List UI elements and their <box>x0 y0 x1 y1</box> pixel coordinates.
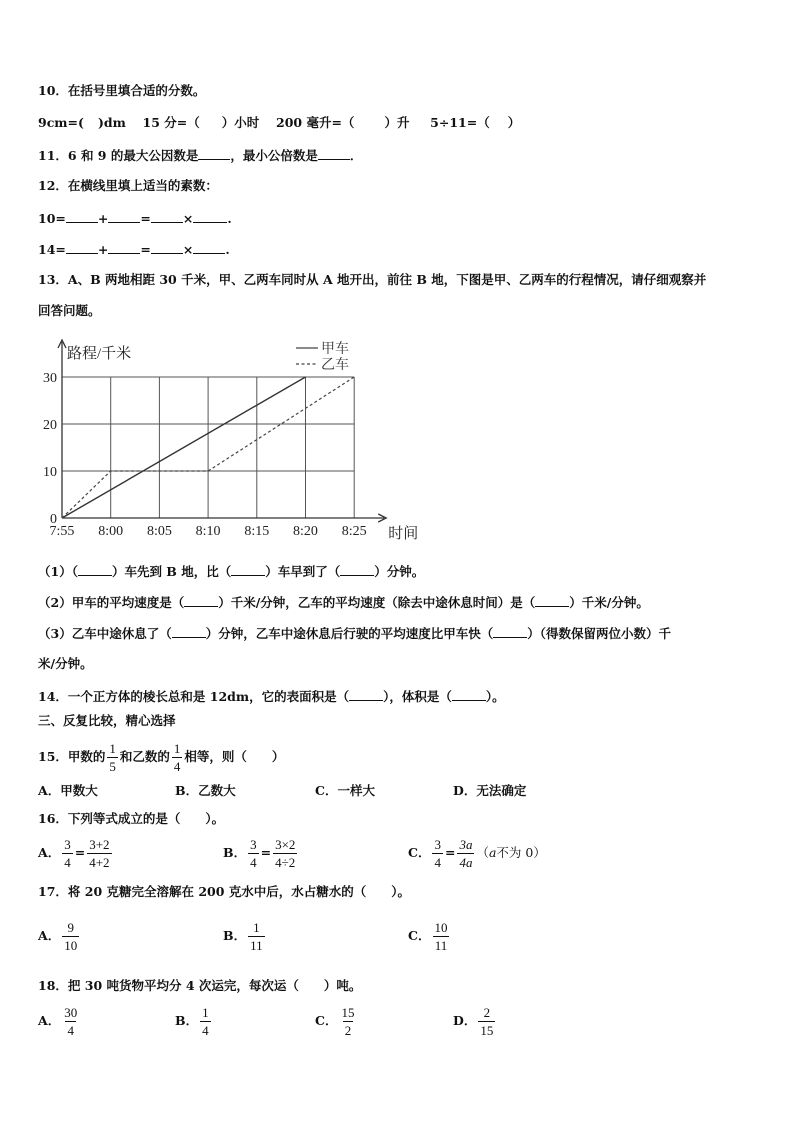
q18-option-d[interactable]: D． $\frac{2}{15}$ <box>453 1005 494 1038</box>
q13-sub1-c: ）车早到了（ <box>265 564 341 579</box>
x-axis-title: 时间 <box>388 526 419 542</box>
q12-r1-blank-1[interactable] <box>66 210 98 223</box>
x-tick-label-2: 8:05 <box>146 524 172 539</box>
q14-b: ），体积是（ <box>383 689 452 704</box>
q13-sub2-blank-1[interactable] <box>184 594 218 607</box>
q17-option-b[interactable]: B． $\frac{1}{11}$ <box>223 920 263 953</box>
q12-r2-blank-2[interactable] <box>108 241 140 254</box>
q11-text-a: 11．6 和 9 的最大公因数是 <box>38 148 199 163</box>
chart-grid <box>62 377 354 518</box>
q12-r1-start: 10= <box>38 211 66 226</box>
x-tick-label-6: 8:25 <box>341 524 367 539</box>
q12-row-1 <box>38 210 232 227</box>
q12-r1-eq: = <box>140 211 151 226</box>
q15-a: 15．甲数的 <box>38 749 106 764</box>
q11-text-c: ． <box>349 148 363 163</box>
q13-sub2-blank-2[interactable] <box>535 594 569 607</box>
q12-r2-blank-4[interactable] <box>193 241 225 254</box>
q15-option-c[interactable]: C．一样大 <box>315 783 375 798</box>
q13-sub1-d: ）分钟。 <box>374 564 425 579</box>
q12-r2-start: 14= <box>38 242 66 257</box>
q16-option-c[interactable]: C． $\frac{3}{4}$ = $\frac{3a}{4a}$ （a不为 0） <box>408 837 546 870</box>
q15-option-b[interactable]: B．乙数大 <box>175 783 236 798</box>
q13-sub1-blank-1[interactable] <box>78 563 112 576</box>
x-tick-label-5: 8:20 <box>293 524 318 539</box>
q18-option-b[interactable]: B． $\frac{1}{4}$ <box>175 1005 209 1038</box>
q13-sub1-blank-3[interactable] <box>340 563 374 576</box>
q12-r2-times: × <box>182 242 194 257</box>
q13-sub3-a: （3）乙车中途休息了（ <box>38 626 172 641</box>
q13-sub2-b: ）千米/分钟，乙车的平均速度（除去中途休息时间）是（ <box>218 595 536 610</box>
q15-c: 相等，则（ ） <box>184 749 285 764</box>
q14-a: 14．一个正方体的棱长总和是 12dm，它的表面积是（ <box>38 689 350 704</box>
chart-labels <box>43 341 418 542</box>
q16-option-b[interactable]: B． $\frac{3}{4}$ = $\frac{3\times 2}{4\div 2}$ <box>223 837 296 870</box>
q17-option-c[interactable]: C． $\frac{10}{11}$ <box>408 920 448 953</box>
x-tick-label-0: 7:55 <box>49 524 75 539</box>
q17-option-a[interactable]: A． $\frac{9}{10}$ <box>38 920 78 953</box>
q16-title: 16．下列等式成立的是（ ）。 <box>38 811 225 826</box>
q13-sub2-a: （2）甲车的平均速度是（ <box>38 595 185 610</box>
y-tick-label-20: 20 <box>43 418 57 433</box>
q10-b: 15 分=（ <box>142 115 200 130</box>
q12-r2-blank-1[interactable] <box>66 241 98 254</box>
q15-option-a[interactable]: A．甲数大 <box>38 783 98 798</box>
q13-sub3-blank-1[interactable] <box>172 625 206 638</box>
q17-title: 17．将 20 克糖完全溶解在 200 克水中后，水占糖水的（ ）。 <box>38 884 411 899</box>
q12-r1-plus: + <box>97 211 109 226</box>
q10-b2: ）小时 <box>221 115 260 130</box>
y-axis-title: 路程/千米 <box>67 346 132 362</box>
q13-sub3-cont: 米/分钟。 <box>38 656 93 671</box>
q18-title: 18．把 30 吨货物平均分 4 次运完，每次运（ ）吨。 <box>38 978 362 993</box>
q13-sub3 <box>38 625 671 642</box>
q12-r1-blank-3[interactable] <box>151 210 183 223</box>
q18-option-c[interactable]: C． $\frac{15}{2}$ <box>315 1005 355 1038</box>
q13-text-2: 回答问题。 <box>38 303 101 318</box>
q12-r2-end: . <box>225 242 230 257</box>
q13-sub1 <box>38 563 424 580</box>
q12-r2-plus: + <box>97 242 109 257</box>
q15-frac-2: $\frac{1}{4}$ <box>173 741 181 774</box>
q13-sub3-blank-2[interactable] <box>493 625 527 638</box>
q11-text-b: ，最小公倍数是 <box>230 148 318 163</box>
y-tick-label-0: 0 <box>50 512 57 527</box>
travel-line-chart <box>30 336 430 546</box>
q12-row-2 <box>38 241 230 258</box>
x-tick-label-4: 8:15 <box>244 524 270 539</box>
q11-blank-1[interactable] <box>198 147 230 160</box>
q10-c: 200 毫升=（ <box>276 115 355 130</box>
q13-sub3-c: ）（得数保留两位小数）千 <box>527 626 671 641</box>
section-3-heading: 三、反复比较，精心选择 <box>38 713 176 728</box>
q11 <box>38 147 362 164</box>
x-tick-label-1: 8:00 <box>98 524 124 539</box>
q13-sub2 <box>38 594 649 611</box>
q18-option-a[interactable]: A． $\frac{30}{4}$ <box>38 1005 78 1038</box>
q10-a2: )dm <box>97 115 126 130</box>
q13-sub3-b: ）分钟，乙车中途休息后行驶的平均速度比甲车快（ <box>205 626 494 641</box>
q12-r1-end: . <box>227 211 232 226</box>
q14-c: ）。 <box>485 689 505 704</box>
q10-items <box>38 115 520 131</box>
q10-title: 10．在括号里填合适的分数。 <box>38 83 206 98</box>
q11-blank-2[interactable] <box>318 147 350 160</box>
series-line-jia <box>62 377 306 518</box>
q15 <box>38 737 284 777</box>
x-tick-label-3: 8:10 <box>195 524 221 539</box>
q13-sub1-blank-2[interactable] <box>231 563 265 576</box>
q15-b: 和乙数的 <box>119 749 170 764</box>
q13-sub2-c: ）千米/分钟。 <box>569 595 649 610</box>
q16-option-a[interactable]: A． $\frac{3}{4}$ = $\frac{3+2}{4+2}$ <box>38 837 110 870</box>
q10-c2: ）升 <box>384 115 410 130</box>
q12-r1-times: × <box>182 211 194 226</box>
q13-sub1-a: （1）（ <box>38 564 78 579</box>
legend-label-jia: 甲车 <box>321 342 349 357</box>
legend-label-yi: 乙车 <box>321 358 349 373</box>
q13-text-1: 13．A、B 两地相距 30 千米，甲、乙两车同时从 A 地开出，前往 B 地，下图是甲、乙两车的行程情况，请仔细观察并 <box>38 272 707 287</box>
q12-r2-blank-3[interactable] <box>151 241 183 254</box>
q10-a: 9cm=( <box>38 115 84 130</box>
y-tick-label-10: 10 <box>43 465 57 480</box>
y-tick-label-30: 30 <box>43 371 57 386</box>
q10-d2: ） <box>507 115 521 130</box>
q14 <box>38 688 505 705</box>
q14-blank-1[interactable] <box>349 688 383 701</box>
q15-option-d[interactable]: D．无法确定 <box>453 783 527 798</box>
q10-d: 5÷11=（ <box>430 115 490 130</box>
q12-r1-blank-4[interactable] <box>193 210 227 223</box>
q12-r2-eq: = <box>140 242 151 257</box>
q15-frac-1: $\frac{1}{5}$ <box>109 741 116 774</box>
q14-blank-2[interactable] <box>452 688 486 701</box>
q12-r1-blank-2[interactable] <box>108 210 140 223</box>
q13-sub1-b: ）车先到 B 地，比（ <box>111 564 232 579</box>
q12-title: 12．在横线里填上适当的素数： <box>38 178 218 193</box>
